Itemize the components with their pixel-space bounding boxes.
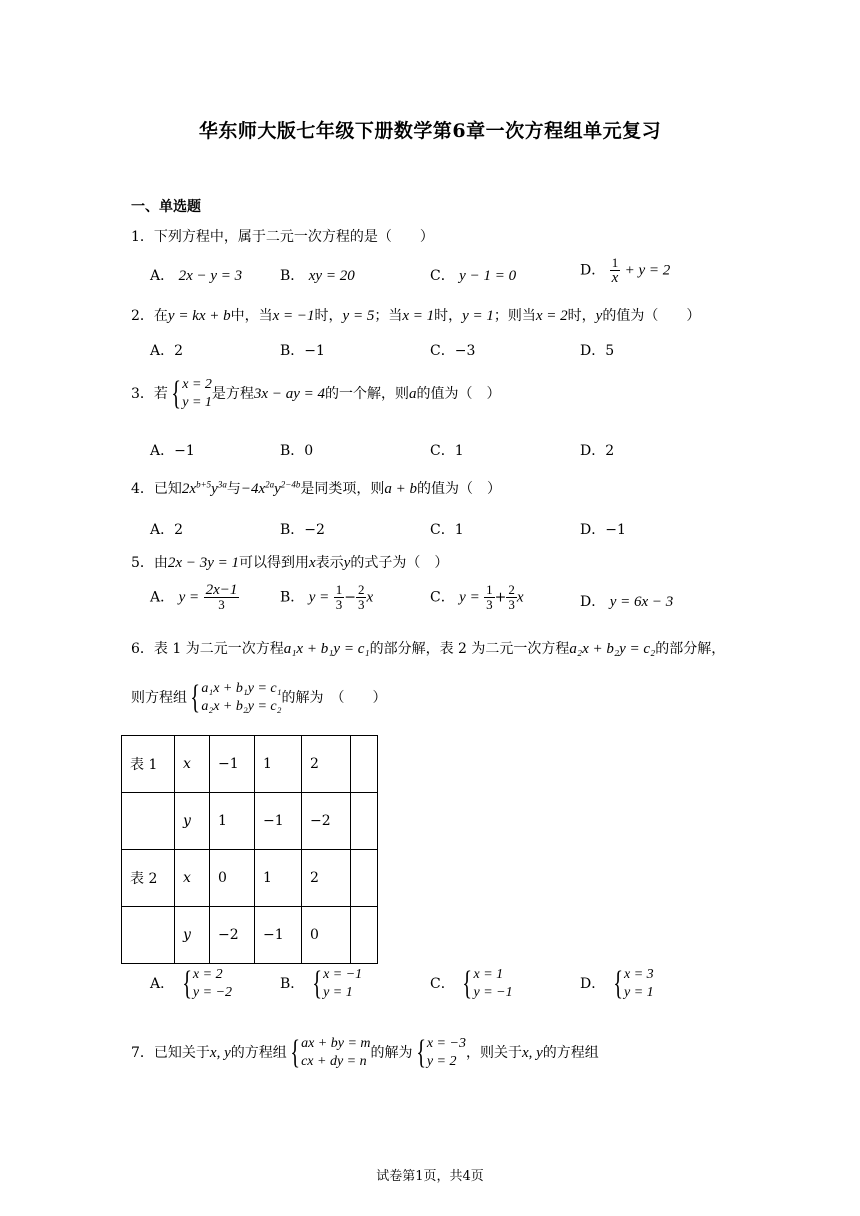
table-cell: 2 [302, 736, 351, 793]
table-row [122, 907, 378, 964]
table-row [122, 850, 378, 907]
table-cell: −1 [255, 907, 302, 964]
table-cell: 0 [302, 907, 351, 964]
q3-option-b: B．0 [280, 443, 314, 459]
q2-stem: 2．在y = kx + b中，当x = −1时，y = 5；当x = 1时，y = 1；则当x = 2时，y的值为（ ） [131, 308, 701, 324]
table-cell [351, 850, 378, 907]
q4-stem: 4．已知$2x^{b+5}y^{3a}$与$-4x^{2a}y^{2-4b}$是同类项，则a + b的值为（ ） [131, 479, 501, 497]
table-cell: y [175, 907, 210, 964]
q6-option-a: A． { x = 2 y = −2 [150, 965, 233, 1002]
q7-stem: 7．已知关于x, y的方程组 { ax + by = m cx + dy = n 的解为 { x = −3 y = 2 ，则关于x, y的方程组 [131, 1034, 599, 1071]
table-cell: 1 [210, 793, 255, 850]
q2-option-c: C．−3 [430, 343, 476, 359]
q6-stem-line1: 6．表 1 为二元一次方程a₁x + b₁y = c₁的部分解，表 2 为二元一次方程a₂x + b₂y = c₂的部分解， [131, 641, 726, 657]
q5-option-d: D． y = 6x − 3 [580, 594, 674, 610]
table-cell: y [175, 793, 210, 850]
table-cell: 表 2 [122, 850, 175, 907]
table-cell: −1 [210, 736, 255, 793]
q1-option-d: D． $\frac{1}{x}$ + y = 2 [580, 255, 671, 286]
table-cell [122, 793, 175, 850]
q2-option-a: A．2 [150, 343, 184, 359]
table-cell: 0 [210, 850, 255, 907]
table-row [122, 736, 378, 793]
q1-option-c: C． y − 1 = 0 [430, 268, 517, 284]
q4-option-a: A．2 [150, 522, 184, 538]
page-title: 华东师大版七年级下册数学第6章一次方程组单元复习 [198, 120, 662, 142]
table-cell: −2 [210, 907, 255, 964]
page-footer: 试卷第1页，共4页 [376, 1169, 484, 1184]
q1-stem: 1．下列方程中，属于二元一次方程的是（ ） [131, 229, 434, 245]
q6-stem-line2: 则方程组 { a₁x + b₁y = c₁ a₂x + b₂y = c₂ 的解为 （ ） [131, 679, 387, 716]
table-cell [351, 907, 378, 964]
q1-option-a: A． 2x − y = 3 [150, 268, 243, 284]
table-cell: 2 [302, 850, 351, 907]
q1-option-b: B． xy = 20 [280, 268, 355, 284]
q6-option-d: D． { x = 3 y = 1 [580, 965, 654, 1002]
q4-option-d: D．−1 [580, 522, 626, 538]
q6-option-b: B． { x = −1 y = 1 [280, 965, 363, 1002]
q6-solution-table [121, 735, 378, 964]
q3-option-d: D．2 [580, 443, 615, 459]
table-cell: 1 [255, 850, 302, 907]
q5-option-b: B． y = $\frac{1}{3}$ − $\frac{2}{3}$ x [280, 582, 374, 612]
q2-option-b: B．−1 [280, 343, 325, 359]
table-cell: 表 1 [122, 736, 175, 793]
q6-option-c: C． { x = 1 y = −1 [430, 965, 513, 1002]
q4-option-c: C．1 [430, 522, 464, 538]
q4-option-b: B．−2 [280, 522, 325, 538]
table-cell: −2 [302, 793, 351, 850]
table-cell: −1 [255, 793, 302, 850]
table-cell: 1 [255, 736, 302, 793]
q5-option-a: A． y = $\frac{2x-1}{3}$ [150, 582, 238, 612]
q3-option-c: C．1 [430, 443, 464, 459]
table-cell [122, 907, 175, 964]
table-cell: x [175, 736, 210, 793]
table-row [122, 793, 378, 850]
table-cell [351, 793, 378, 850]
q5-stem: 5．由2x − 3y = 1可以得到用x表示y的式子为（ ） [131, 555, 449, 571]
section-heading: 一、单选题 [131, 199, 201, 215]
q2-option-d: D．5 [580, 343, 615, 359]
q5-option-c: C． y = $\frac{1}{3}$ + $\frac{2}{3}$ x [430, 582, 524, 612]
q3-stem: 3．若 { x = 2 y = 1 是方程3x − ay = 4的一个解，则a的值为（ ） [131, 375, 501, 412]
table-cell: x [175, 850, 210, 907]
table-cell [351, 736, 378, 793]
q3-option-a: A．−1 [150, 443, 195, 459]
